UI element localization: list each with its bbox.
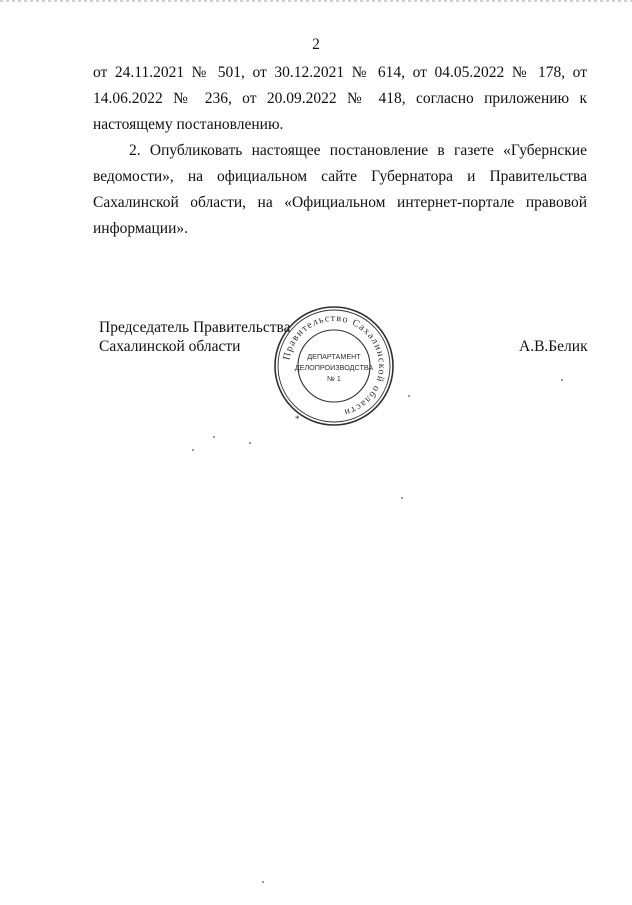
official-seal-stamp — [272, 304, 396, 428]
scan-speck — [249, 442, 251, 444]
scan-speck — [401, 497, 403, 499]
scan-speck — [408, 395, 410, 397]
signatory-position — [99, 318, 291, 356]
stamp-center-line-3: № 1 — [327, 374, 341, 383]
scan-speck — [262, 881, 264, 883]
signatory-position-line-1: Председатель Правительства — [99, 319, 291, 336]
stamp-center-line-1: ДЕПАРТАМЕНТ — [307, 352, 361, 361]
signatory-name: А.В.Белик — [519, 338, 588, 355]
signatory-position-line-2: Сахалинской области — [99, 338, 241, 355]
stamp-ring-text: Правительство Сахалинской области — [281, 312, 388, 418]
paragraph-2: 2. Опубликовать настоящее постановление в газете «Губернские ведомости», на официальном сайте Губернатора и Правительства Сахалинской области, на «Официальном интернет-портале правовой информации». — [93, 142, 587, 237]
page-number: 2 — [312, 36, 320, 53]
paragraph-1: от 24.11.2021 № 501, от 30.12.2021 № 614, от 04.05.2022 № 178, от 14.06.2022 № 236, от 20.09.2022 № 418, согласно приложению к настоящему постановлению. — [93, 64, 587, 133]
stamp-center-line-2: ДЕЛОПРОИЗВОДСТВА — [294, 363, 374, 372]
scan-edge — [0, 0, 632, 2]
scan-speck — [213, 436, 215, 438]
scan-speck — [561, 379, 563, 381]
stamp-star-icon: * — [295, 414, 300, 424]
scan-speck — [192, 449, 194, 451]
